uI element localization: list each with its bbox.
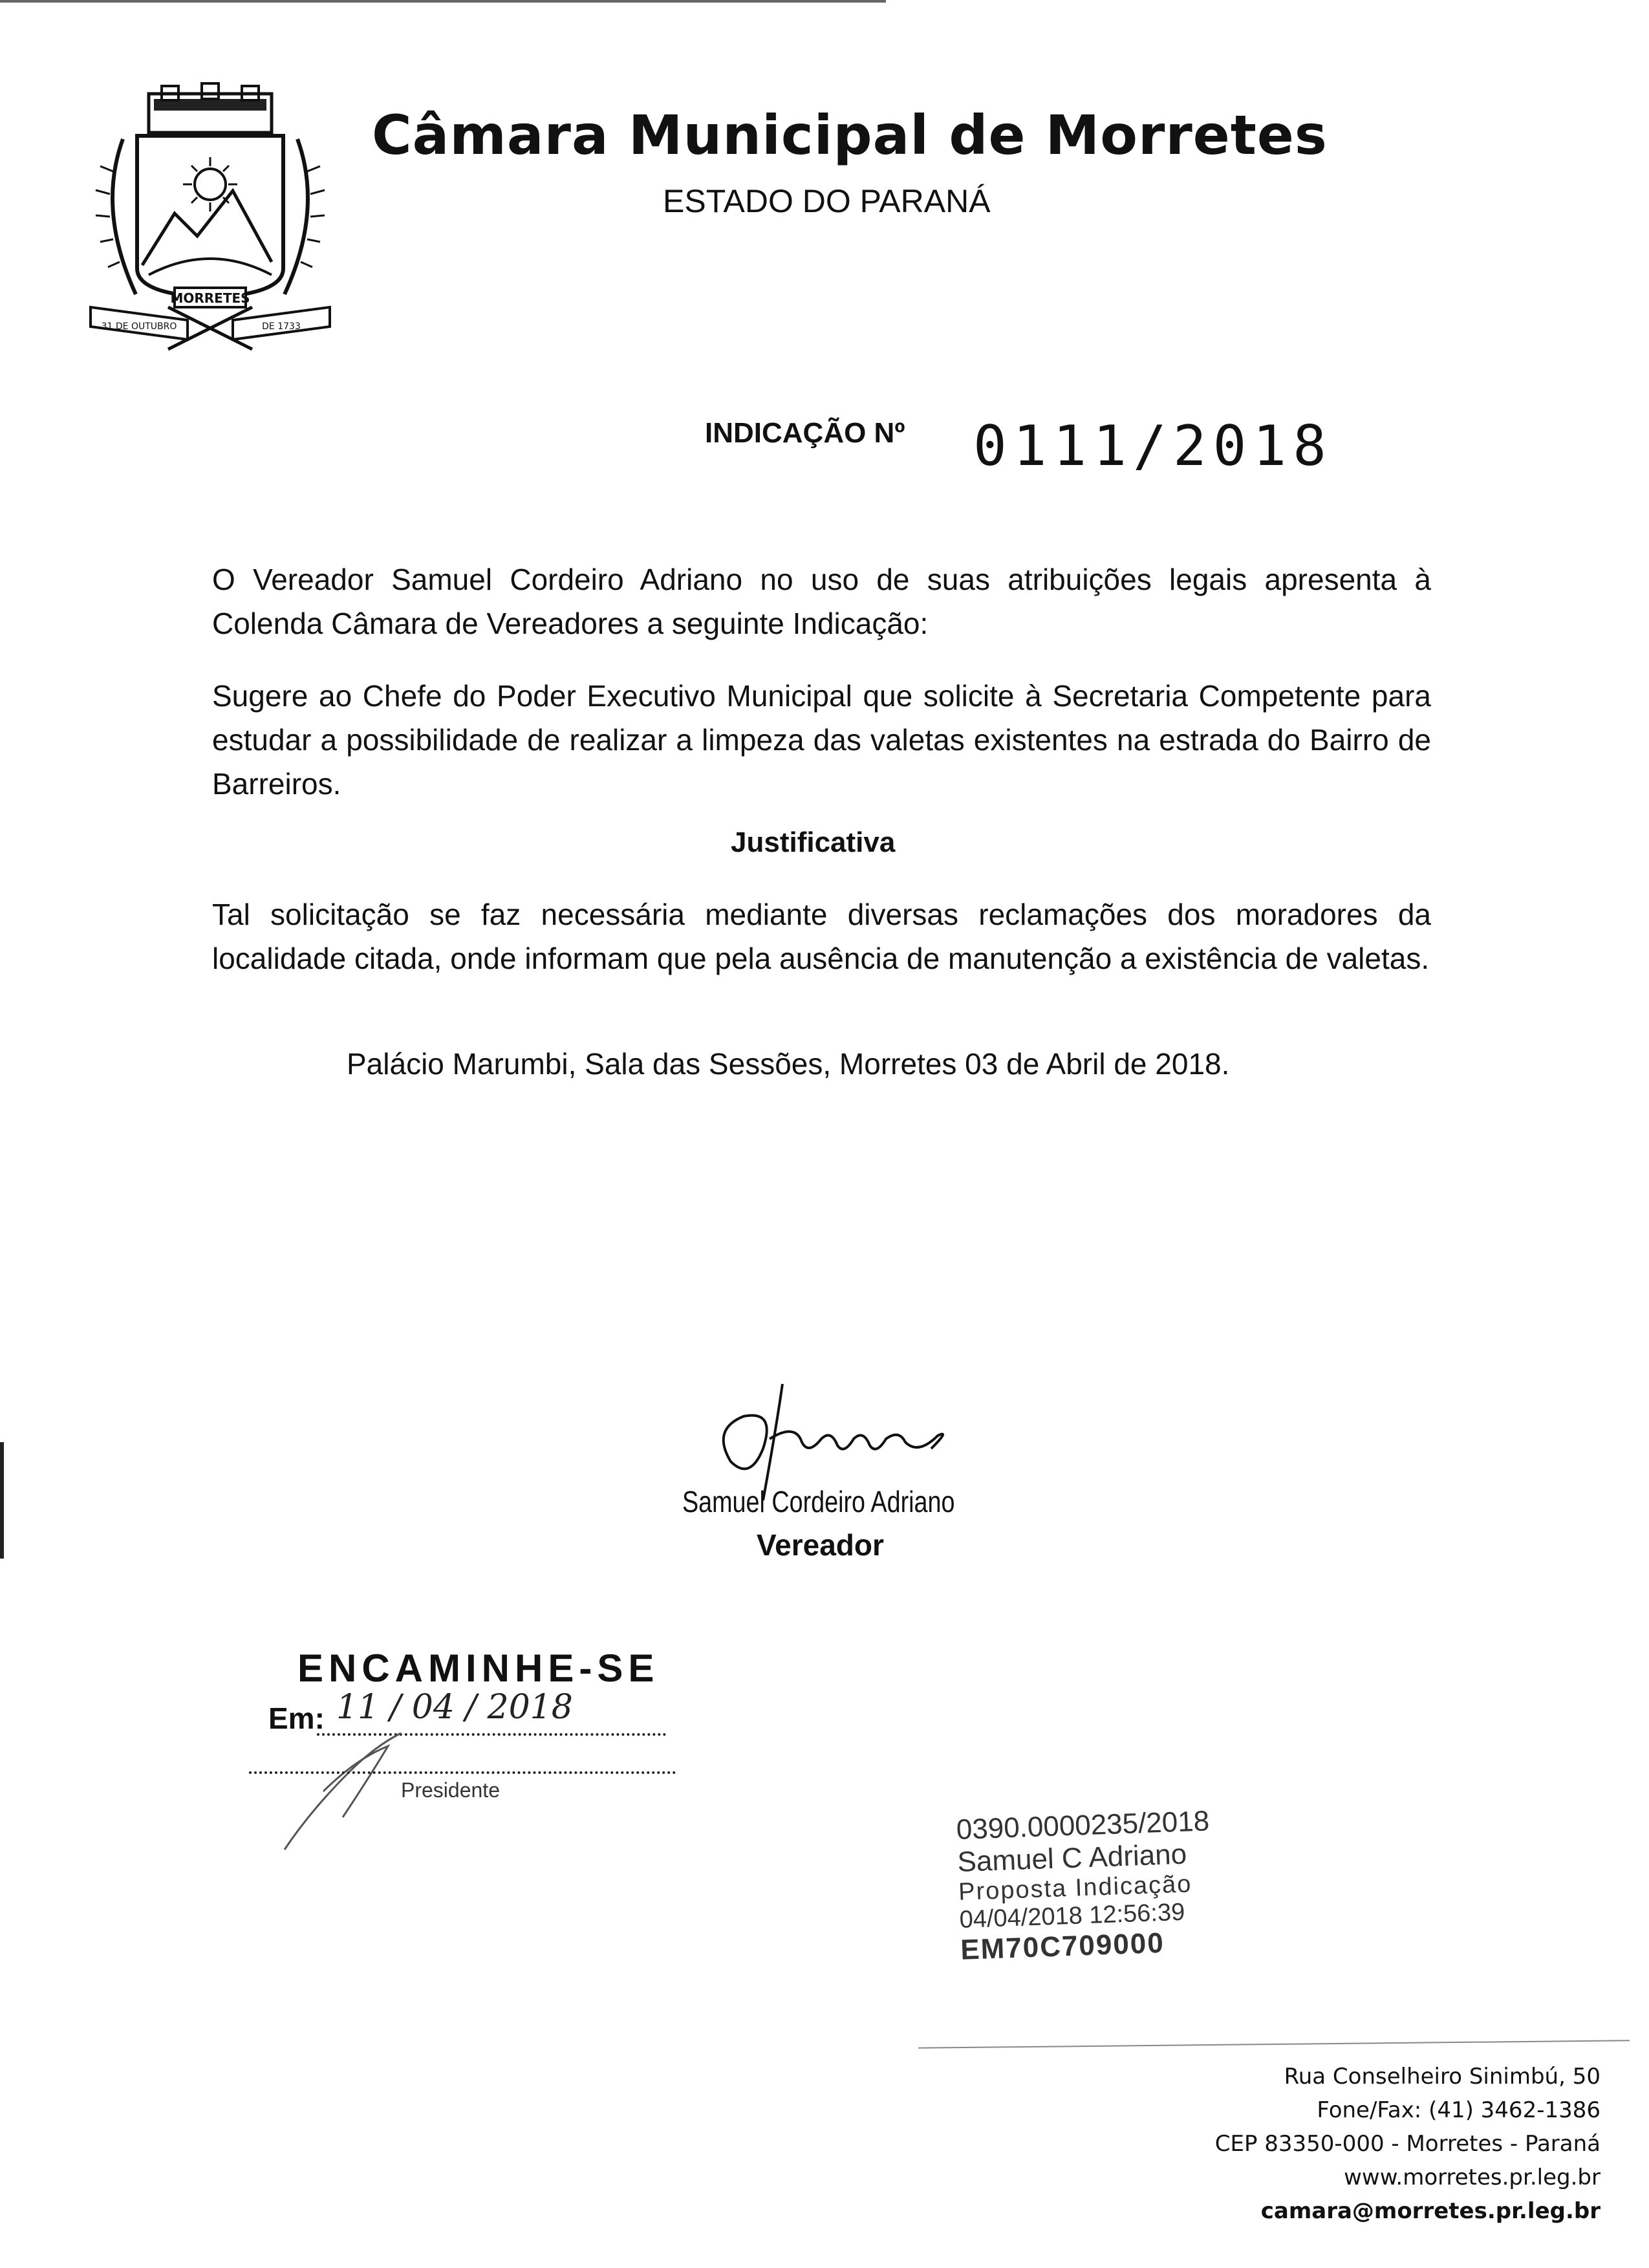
footer-email[interactable]: camara@morretes.pr.leg.br — [1260, 2198, 1600, 2224]
protocol-timestamp: 04/04/2018 12:56:39 — [958, 1898, 1185, 1934]
signature-name: Samuel Cordeiro Adriano — [682, 1485, 955, 1518]
protocol-type: Proposta Indicação — [958, 1870, 1193, 1906]
president-label: Presidente — [401, 1778, 500, 1802]
footer-address: Rua Conselheiro Sinimbú, 50 — [1284, 2064, 1600, 2090]
footer-divider — [918, 2040, 1630, 2049]
scan-edge-mark — [0, 1442, 4, 1559]
forward-date-label: Em: — [268, 1701, 325, 1735]
president-signature-line — [249, 1769, 676, 1774]
protocol-stamp — [956, 1805, 1214, 1967]
footer-phone: Fone/Fax: (41) 3462-1386 — [1317, 2097, 1600, 2123]
indicacao-number: 0111/2018 — [973, 414, 1333, 479]
footer-website[interactable]: www.morretes.pr.leg.br — [1344, 2165, 1600, 2190]
footer-contact — [1215, 2060, 1600, 2228]
page-title: Câmara Municipal de Morretes — [372, 103, 1328, 167]
protocol-author: Samuel C Adriano — [956, 1838, 1187, 1878]
scan-top-line — [0, 0, 886, 3]
place-date: Palácio Marumbi, Sala das Sessões, Morretes 03 de Abril de 2018. — [347, 1047, 1230, 1081]
svg-text:31 DE OUTUBRO: 31 DE OUTUBRO — [101, 321, 177, 332]
request-paragraph: Sugere ao Chefe do Poder Executivo Municipal que solicite à Secretaria Competente para estudar a possibilidade de realizar a limpeza das valetas existentes na estrada do Bairro de Barreiros. — [212, 679, 1431, 801]
svg-text:MORRETES: MORRETES — [170, 290, 250, 306]
forward-heading: ENCAMINHE-SE — [297, 1647, 660, 1690]
protocol-number: 0390.0000235/2018 — [956, 1805, 1210, 1846]
justification-paragraph: Tal solicitação se faz necessária mediante diversas reclamações dos moradores da localidade citada, onde informam que pela ausência de manutenção a existência de valetas. — [212, 898, 1431, 975]
justification-heading: Justificativa — [731, 826, 896, 858]
signature-role: Vereador — [757, 1528, 884, 1562]
svg-text:DE 1733: DE 1733 — [262, 321, 301, 332]
intro-paragraph: O Vereador Samuel Cordeiro Adriano no uso de suas atribuições legais apresenta à Colenda Câmara de Vereadores a seguinte Indicação: — [212, 563, 1431, 640]
footer-cep: CEP 83350-000 - Morretes - Paraná — [1214, 2131, 1600, 2157]
indicacao-label: INDICAÇÃO Nº — [705, 417, 905, 449]
municipal-crest-icon — [78, 81, 343, 359]
protocol-code: EM70C709000 — [960, 1927, 1165, 1966]
forward-date-value: 11 / 04 / 2018 — [336, 1688, 573, 1727]
page-subtitle: ESTADO DO PARANÁ — [663, 183, 991, 219]
